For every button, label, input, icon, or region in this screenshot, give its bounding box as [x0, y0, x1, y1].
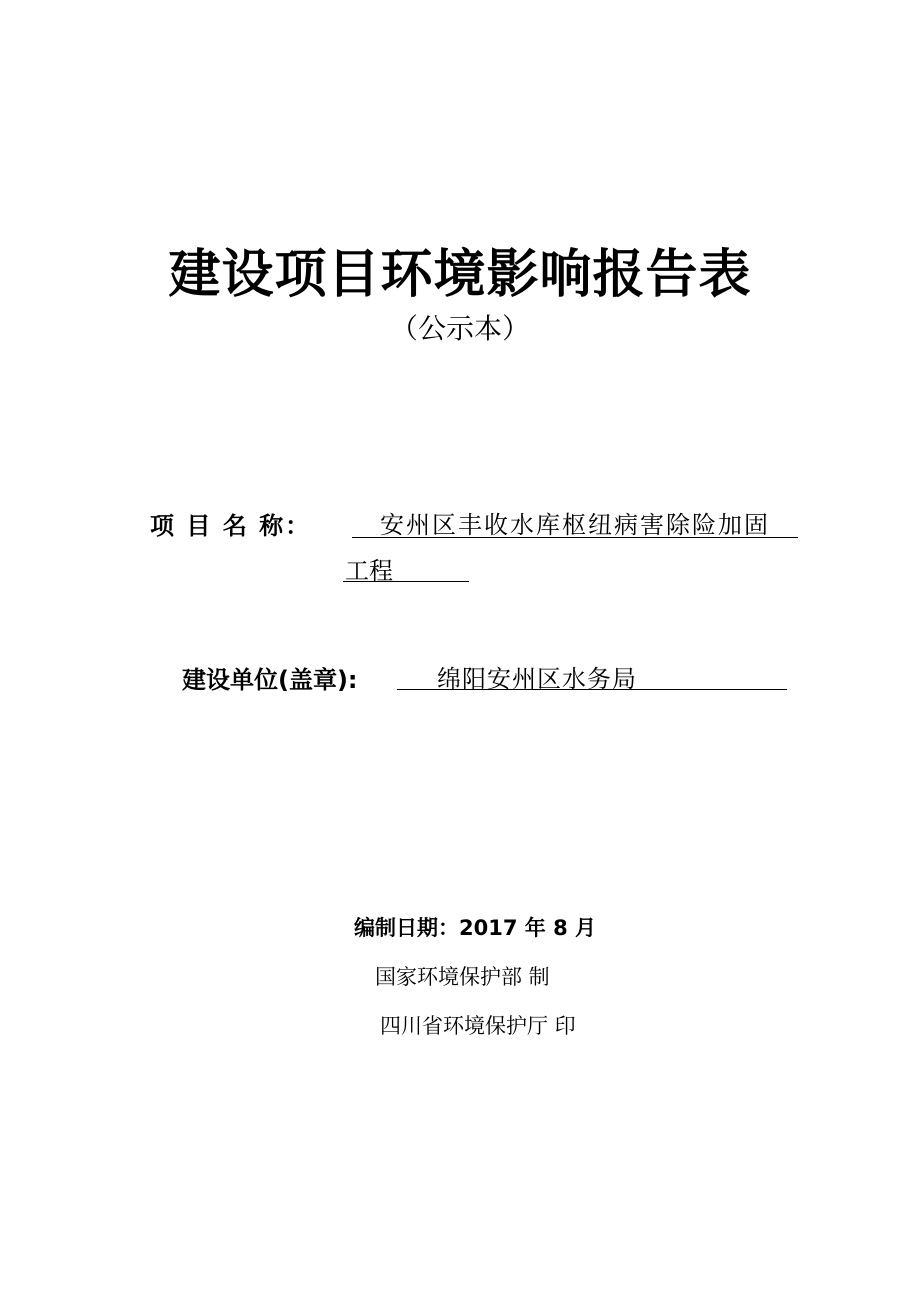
- maker-line: 国家环境保护部 制: [375, 965, 550, 989]
- construction-unit-label: 建设单位(盖章):: [182, 666, 358, 694]
- project-name-line-2: 工程: [345, 557, 393, 585]
- project-name-line-1: 安州区丰收水库枢纽病害除险加固: [380, 511, 770, 539]
- compile-date: 编制日期：2017 年 8 月: [354, 916, 596, 940]
- project-name-label: 项 目 名 称：: [150, 512, 312, 540]
- printer-line: 四川省环境保护厅 印: [380, 1014, 576, 1038]
- report-subtitle: （公示本）: [389, 312, 530, 345]
- report-title: 建设项目环境影响报告表: [168, 245, 752, 305]
- construction-unit-value: 绵阳安州区水务局: [437, 665, 637, 693]
